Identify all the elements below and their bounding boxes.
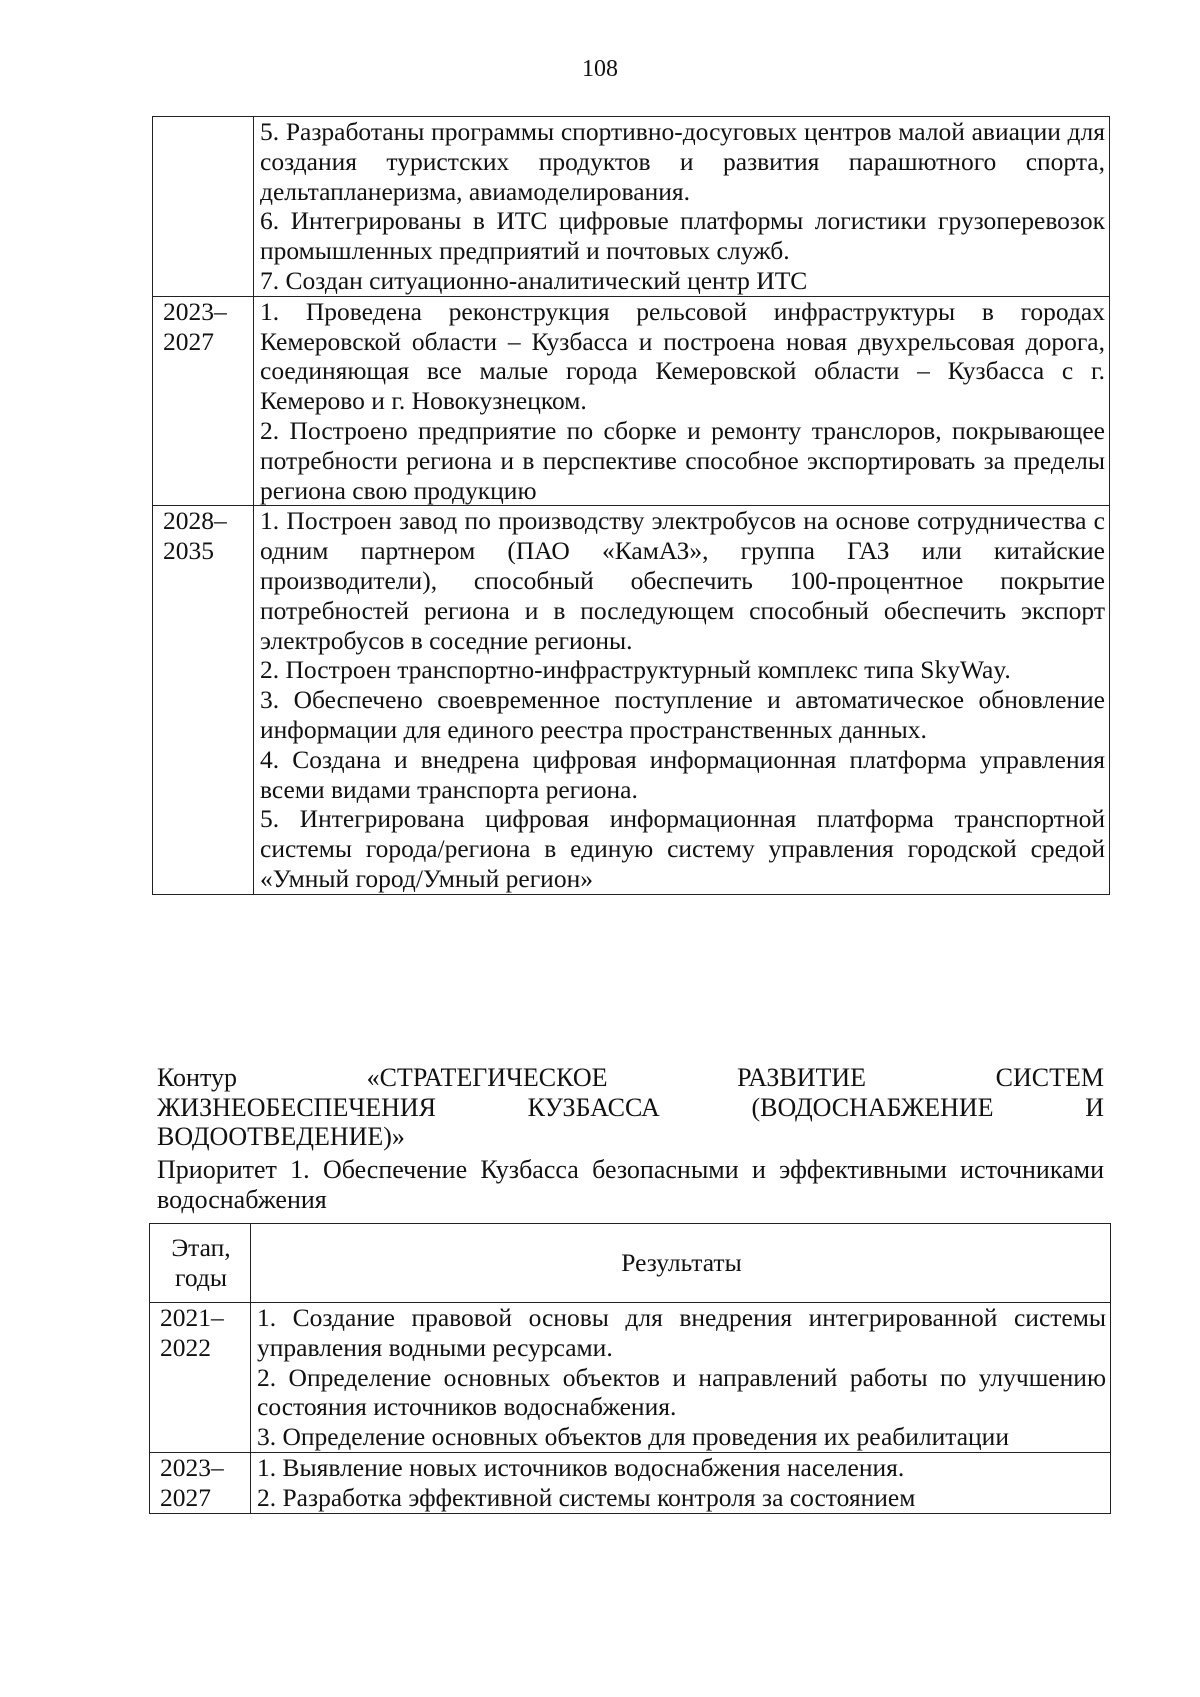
results-table-transport: [152, 116, 1110, 895]
stage-cell: [153, 117, 254, 297]
result-item: 1. Проведена реконструкция рельсовой инфраструктуры в городах Кемеровской области – Кузбасса и построена новая двухрельсовая дорога, соединяющая все малые города Кемеровской области – Кузбасса с г. Кемерово и г. Новокузнецком.: [260, 296, 1105, 416]
result-item: 2. Определение основных объектов и направлений работы по улучшению состояния источников водоснабжения.: [257, 1362, 1106, 1422]
stage-cell: [153, 296, 254, 506]
table-row: [150, 1452, 1111, 1513]
section-heading: [157, 1063, 1104, 1152]
results-cell: [251, 1303, 1111, 1453]
stage-header: [150, 1224, 251, 1303]
result-item: 5. Разработаны программы спортивно-досуговых центров малой авиации для создания туристских продуктов и развития парашютного спорта, дельтапланеризма, авиамоделирования.: [260, 117, 1105, 206]
results-header: Результаты: [251, 1224, 1111, 1303]
stage-years: 2028–2035: [163, 506, 227, 566]
result-item: 3. Обеспечено своевременное поступление и автоматическое обновление информации для единого реестра пространственных данных.: [260, 685, 1105, 744]
result-item: 2. Построено предприятие по сборке и ремонту транслоров, покрывающее потребности региона и в перспективе способное экспортировать за пределы региона свою продукцию: [260, 415, 1105, 505]
heading-line: ВОДООТВЕДЕНИЕ)»: [157, 1122, 405, 1151]
table-row: [153, 117, 1110, 297]
table-row: [153, 506, 1110, 894]
result-item: 1. Выявление новых источников водоснабжения населения.: [257, 1452, 905, 1482]
stage-years: 2023–2027: [163, 296, 227, 356]
results-table-water: [149, 1223, 1111, 1514]
result-item: 3. Определение основных объектов для проведения их реабилитации: [257, 1422, 1009, 1452]
results-cell: [254, 506, 1110, 894]
heading-line: Контур «СТРАТЕГИЧЕСКОЕ РАЗВИТИЕ СИСТЕМ: [157, 1063, 1104, 1092]
result-item: 2. Построен транспортно-инфраструктурный комплекс типа SkyWay.: [260, 655, 1011, 685]
result-item: 4. Создана и внедрена цифровая информационная платформа управления всеми видами транспорта региона.: [260, 744, 1105, 804]
stage-cell: [153, 506, 254, 894]
stage-header-line: годы: [175, 1263, 227, 1292]
results-cell: [254, 117, 1110, 297]
result-item: 6. Интегрированы в ИТС цифровые платформы логистики грузоперевозок промышленных предприятий и почтовых служб.: [260, 206, 1105, 266]
result-item: 7. Создан ситуационно-аналитический центр ИТС: [260, 265, 808, 295]
stage-header-line: Этап,: [171, 1233, 231, 1263]
page-number: 108: [582, 56, 618, 82]
results-cell: [254, 296, 1110, 506]
table-row: [153, 296, 1110, 506]
result-item: 1. Построен завод по производству электробусов на основе сотрудничества с одним партнером (ПАО «КамАЗ», группа ГАЗ или китайские производители), способный обеспечить 100-процентное покрытие потребностей региона и в последующем способный обеспечить экспорт электробусов в соседние регионы.: [260, 506, 1105, 655]
priority-text: [157, 1155, 1104, 1214]
table-row: [150, 1303, 1111, 1453]
result-item: 5. Интегрирована цифровая информационная платформа транспортной системы города/региона в единую систему управления городской средой «Умный город/Умный регион»: [260, 804, 1105, 893]
stage-cell: [150, 1452, 251, 1513]
stage-years: 2021–2022: [160, 1303, 224, 1362]
table-header-row: [150, 1224, 1111, 1303]
result-item: 2. Разработка эффективной системы контроля за состоянием: [257, 1482, 916, 1512]
priority-line: Приоритет 1. Обеспечение Кузбасса безопасными и эффективными источниками водоснабжения: [157, 1155, 1104, 1214]
heading-line: ЖИЗНЕОБЕСПЕЧЕНИЯ КУЗБАССА (ВОДОСНАБЖЕНИЕ И: [157, 1092, 1104, 1122]
result-item: 1. Создание правовой основы для внедрения интегрированной системы управления водными ресурсами.: [257, 1303, 1106, 1362]
results-cell: [251, 1452, 1111, 1513]
stage-cell: [150, 1303, 251, 1453]
stage-years: 2023–2027: [160, 1452, 224, 1512]
